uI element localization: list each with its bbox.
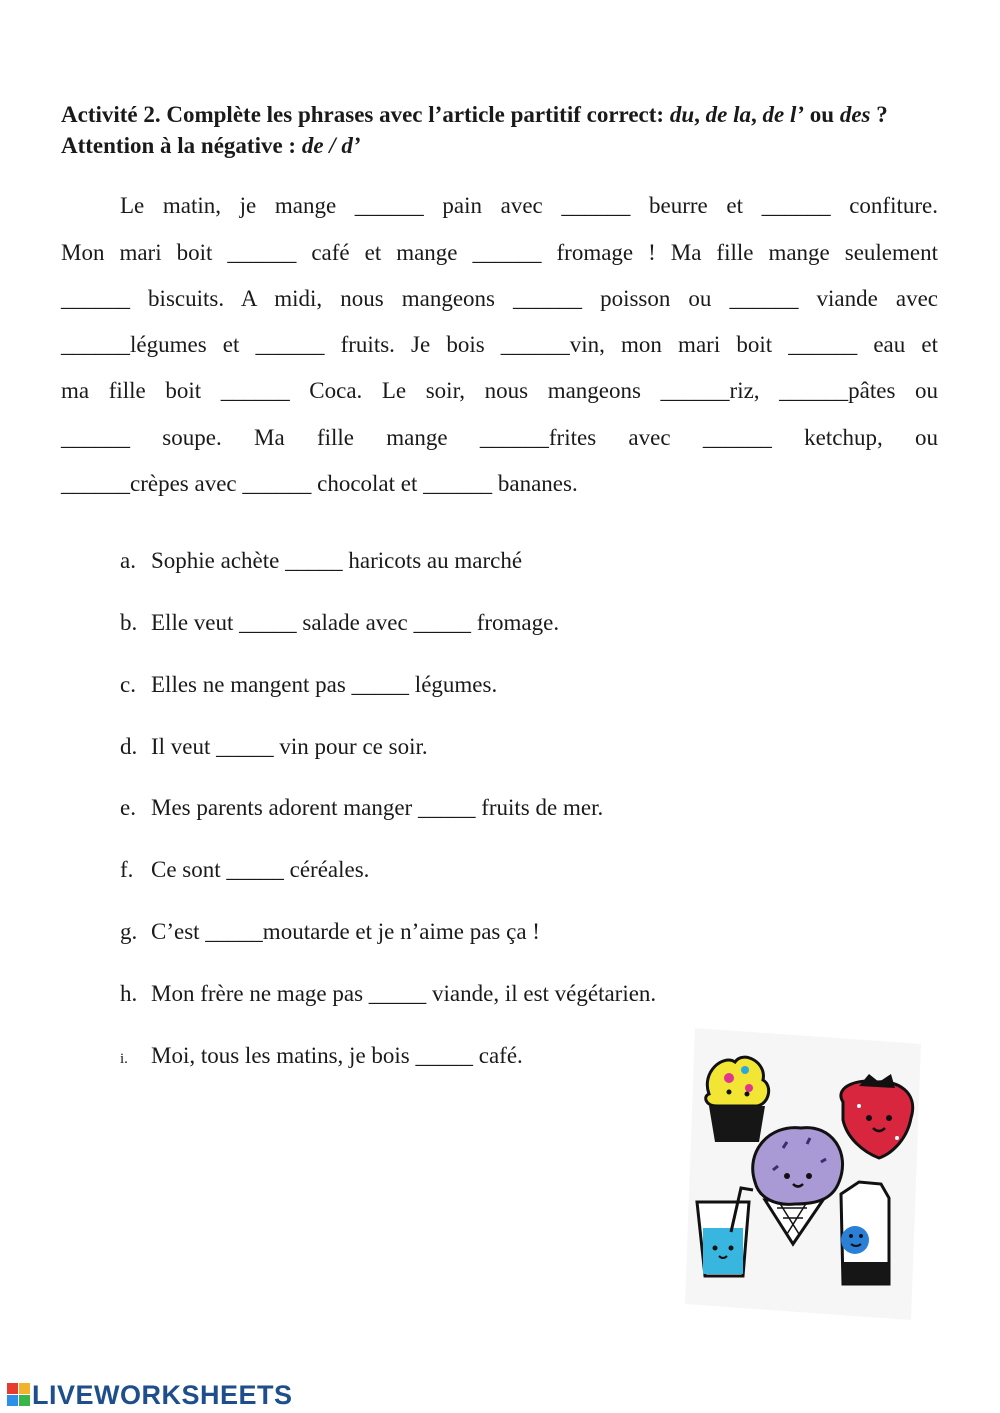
- kawaii-food-illustration: [683, 1022, 923, 1322]
- milk-carton-icon: [841, 1182, 889, 1284]
- question-item: a. Sophie achète _____ haricots au marché: [120, 548, 523, 573]
- question-item: h. Mon frère ne mage pas _____ viande, il est végétarien.: [120, 981, 657, 1006]
- question-item: d. Il veut _____ vin pour ce soir.: [120, 734, 428, 759]
- liveworksheets-logo-icon: [6, 1381, 32, 1409]
- paragraph-line: ______légumes et ______ fruits. Je bois ______vin, mon mari boit ______ eau et: [61, 332, 938, 357]
- paragraph-line: ______crèpes avec ______ chocolat et ______ bananes.: [61, 471, 578, 496]
- paragraph-line: ma fille boit ______ Coca. Le soir, nous mangeons ______riz, ______pâtes ou: [61, 378, 938, 403]
- glass-icon: [697, 1188, 753, 1276]
- question-item: e. Mes parents adorent manger _____ fruits de mer.: [120, 795, 604, 820]
- logo-text: LIVEWORKSHEETS: [32, 1379, 293, 1410]
- paragraph-line: ______ biscuits. A midi, nous mangeons ______ poisson ou ______ viande avec: [61, 286, 938, 311]
- question-item: c. Elles ne mangent pas _____ légumes.: [120, 672, 498, 697]
- paragraph-line: Mon mari boit ______ café et mange ______ fromage ! Ma fille mange seulement: [61, 240, 938, 265]
- liveworksheets-logo: [6, 1380, 293, 1410]
- paragraph-line: Le matin, je mange ______ pain avec ______ beurre et ______ confiture.: [120, 193, 938, 218]
- cupcake-icon: [706, 1057, 769, 1142]
- question-item: b. Elle veut _____ salade avec _____ fromage.: [120, 610, 560, 635]
- question-item: g. C’est _____moutarde et je n’aime pas ça !: [120, 919, 540, 944]
- activity-title: Activité 2. Complète les phrases avec l’article partitif correct: du, de la, de l’ ou des ? Attention à la négative : de / d’: [61, 102, 888, 158]
- question-item: f. Ce sont _____ céréales.: [120, 857, 370, 882]
- question-item: i. Moi, tous les matins, je bois _____ café.: [120, 1043, 523, 1068]
- paragraph-line: ______ soupe. Ma fille mange ______frites avec ______ ketchup, ou: [61, 425, 938, 450]
